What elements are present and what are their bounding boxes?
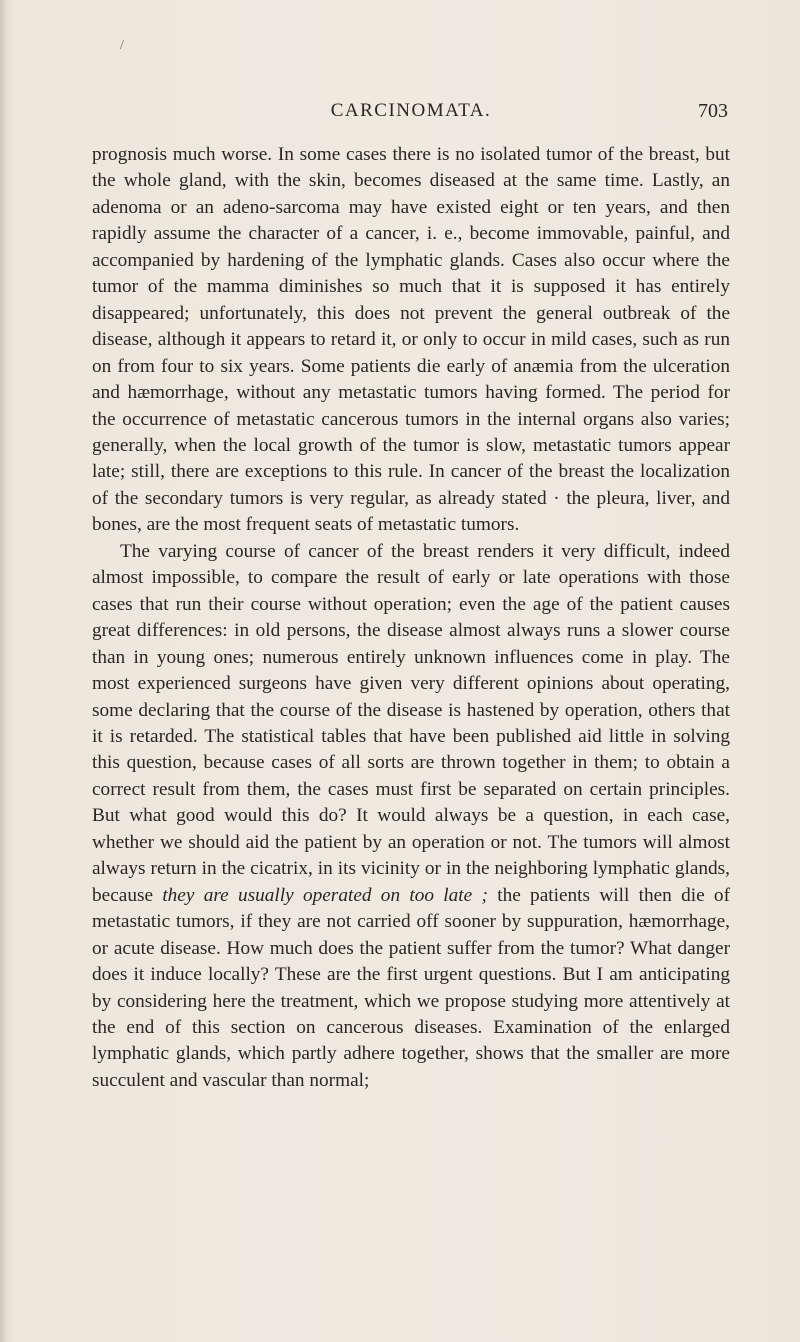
running-head: CARCINOMATA. [330, 100, 492, 121]
paragraph-2-text-before: The varying course of cancer of the breast renders it very difficult, indeed almost impossible, to compare the result of early or late operations with those cases that run their course without operation; even the age of the patient causes great differences: in old persons, the disease almost always runs a slower course than in young ones; numerous entirely unknown influences come in play. The most experienced surgeons have given very different opinions about operating, some declaring that the course of the disease is hastened by operation, others that it is retarded. The statistical tables that have been published aid little in solving this question, because cases of all sorts are thrown together in them; to obtain a correct result from them, the cases must first be separated on certain principles. But what good would this do? It would always be a question, in each case, whether we should aid the patient by an operation or not. The tumors will almost always return in the cicatrix, in its vicinity or in the neighboring lymphatic glands, because [92, 540, 730, 906]
top-mark: / [120, 38, 124, 53]
page-edge-shadow [0, 0, 6, 1342]
page-number: 703 [698, 100, 728, 122]
page-header [92, 100, 730, 130]
body-text [92, 142, 730, 1094]
paragraph-2 [92, 539, 730, 1095]
paragraph-2-italic-phrase: they are usually operated on too late ; [162, 884, 488, 906]
paragraph-1: prognosis much worse. In some cases there is no isolated tumor of the breast, but the whole gland, with the skin, becomes diseased at the same time. Lastly, an adenoma or an adeno-sarcoma may have existed eight or ten years, and then rapidly assume the character of a cancer, i. e., become immovable, painful, and accompanied by hardening of the lymphatic glands. Cases also occur where the tumor of the mamma diminishes so much that it is supposed it has entirely disappeared; unfortunately, this does not prevent the general outbreak of the disease, although it appears to retard it, or only to occur in mild cases, such as run on from four to six years. Some patients die early of anæmia from the ulceration and hæmorrhage, without any metastatic tumors having formed. The period for the occurrence of metastatic cancerous tumors in the internal organs also varies; generally, when the local growth of the tumor is slow, metastatic tumors appear late; still, there are exceptions to this rule. In cancer of the breast the localization of the secondary tumors is very regular, as already stated · the pleura, liver, and bones, are the most frequent seats of metastatic tumors. [92, 144, 730, 536]
paragraph-2-text-after: the patients will then die of metastatic tumors, if they are not carried off sooner by suppuration, hæmorrhage, or acute disease. How much does the patient suffer from the tumor? What danger does it induce locally? These are the first urgent questions. But I am anticipating by considering here the treatment, which we propose studying more attentively at the end of this section on cancerous diseases. Examination of the enlarged lymphatic glands, which partly adhere together, shows that the smaller are more succulent and vascular than normal; [92, 884, 730, 1091]
